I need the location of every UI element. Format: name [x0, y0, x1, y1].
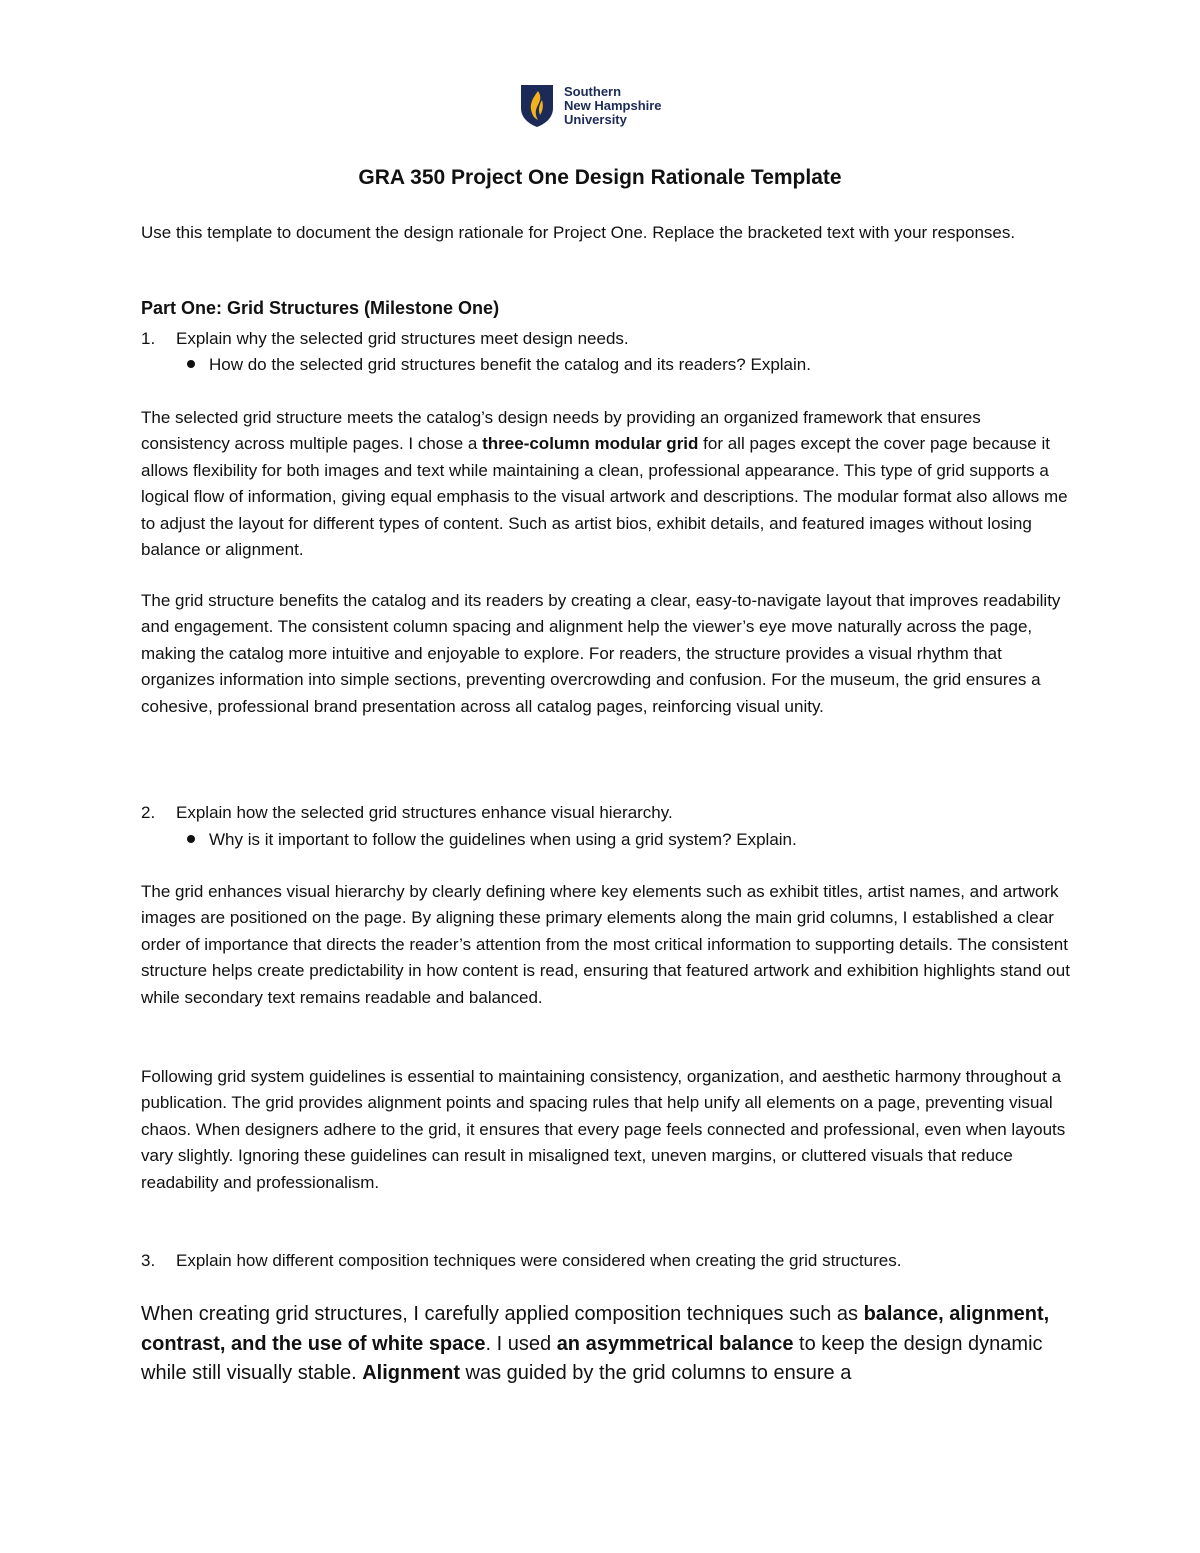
question-3 — [141, 1248, 901, 1274]
question-2-text: Explain how the selected grid structures enhance visual hierarchy. — [176, 803, 673, 822]
question-2-bullet — [187, 827, 797, 853]
bullet-icon — [187, 835, 195, 843]
answer-3-bold-alignment: Alignment — [362, 1362, 460, 1384]
question-2-number: 2. — [141, 803, 156, 822]
question-3-number: 3. — [141, 1251, 156, 1270]
logo-wordmark — [564, 85, 662, 127]
answer-3-text-d: was guided by the grid columns to ensure a — [459, 1362, 852, 1384]
answer-3-text-a: When creating grid structures, I carefully applied composition techniques such as — [141, 1303, 864, 1325]
intro-paragraph: Use this template to document the design rationale for Project One. Replace the bracketed text with your responses. — [141, 223, 1016, 242]
question-1-bullet-text: How do the selected grid structures benefit the catalog and its readers? Explain. — [209, 355, 811, 374]
snhu-shield-flame-icon — [520, 84, 554, 128]
question-2 — [141, 800, 673, 826]
logo-line-3: University — [564, 112, 627, 127]
logo-line-2: New Hampshire — [564, 98, 662, 113]
answer-3-text-b: . I used — [485, 1332, 557, 1355]
answer-1-paragraph-2: The grid structure benefits the catalog and its readers by creating a clear, easy-to-navigate layout that improves readability and engagement. The consistent column spacing and alignment help the viewer’s eye move naturally across the page, making the catalog more intuitive and enjoyable to explore. For readers, the structure provides a visual rhythm that organizes information into simple sections, preventing overcrowding and confusion. For the museum, the grid ensures a cohesive, professional brand presentation across all catalog pages, reinforcing visual unity. — [141, 591, 1061, 716]
part-one-heading: Part One: Grid Structures (Milestone One) — [141, 298, 500, 318]
question-1-text: Explain why the selected grid structures meet design needs. — [176, 329, 629, 348]
question-2-bullet-text: Why is it important to follow the guidelines when using a grid system? Explain. — [209, 830, 797, 849]
answer-1-text-b: for all pages except the cover page because it allows flexibility for both images and text while maintaining a clean, professional appearance. This type of grid supports a logical flow of information, giving equal emphasis to the visual artwork and descriptions. The modular format also allows me to adjust the layout for different types of content. Such as artist bios, exhibit details, and featured images without losing balance or alignment. — [141, 434, 1068, 560]
question-1-bullet — [187, 352, 811, 378]
question-1 — [141, 326, 629, 352]
answer-3-text-c: to keep the design dynamic while still visually stable. — [141, 1332, 1043, 1384]
answer-1-paragraph-1 — [141, 405, 1071, 563]
answer-3-paragraph — [141, 1300, 1071, 1389]
question-3-text: Explain how different composition techniques were considered when creating the grid structures. — [176, 1251, 902, 1270]
document-title: GRA 350 Project One Design Rationale Template — [358, 166, 842, 189]
answer-1-text-a: The selected grid structure meets the catalog’s design needs by providing an organized framework that ensures consistency across multiple pages. I chose a — [141, 408, 981, 454]
university-logo — [520, 84, 662, 128]
bullet-icon — [187, 360, 195, 368]
logo-line-1: Southern — [564, 84, 622, 99]
answer-2-paragraph-1: The grid enhances visual hierarchy by clearly defining where key elements such as exhibit titles, artist names, and artwork images are positioned on the page. By aligning these primary elements along the main grid columns, I established a clear order of importance that directs the reader’s attention from the most critical information to supporting details. The consistent structure helps create predictability in how content is read, ensuring that featured artwork and exhibition highlights stand out while secondary text remains readable and balanced. — [141, 882, 1070, 1007]
answer-3-bold-balance: an asymmetrical balance — [556, 1332, 794, 1355]
answer-1-bold-grid: three-column modular grid — [482, 434, 699, 454]
question-1-number: 1. — [141, 329, 156, 348]
answer-3-bold-techniques: balance, alignment, contrast, and the use of white space — [141, 1303, 1050, 1355]
answer-2-paragraph-2: Following grid system guidelines is essential to maintaining consistency, organization, and aesthetic harmony throughout a publication. The grid provides alignment points and spacing rules that help unify all elements on a page, preventing visual chaos. When designers adhere to the grid, it ensures that every page feels connected and professional, even when layouts vary slightly. Ignoring these guidelines can result in misaligned text, uneven margins, or cluttered visuals that reduce readability and professionalism. — [141, 1067, 1066, 1192]
